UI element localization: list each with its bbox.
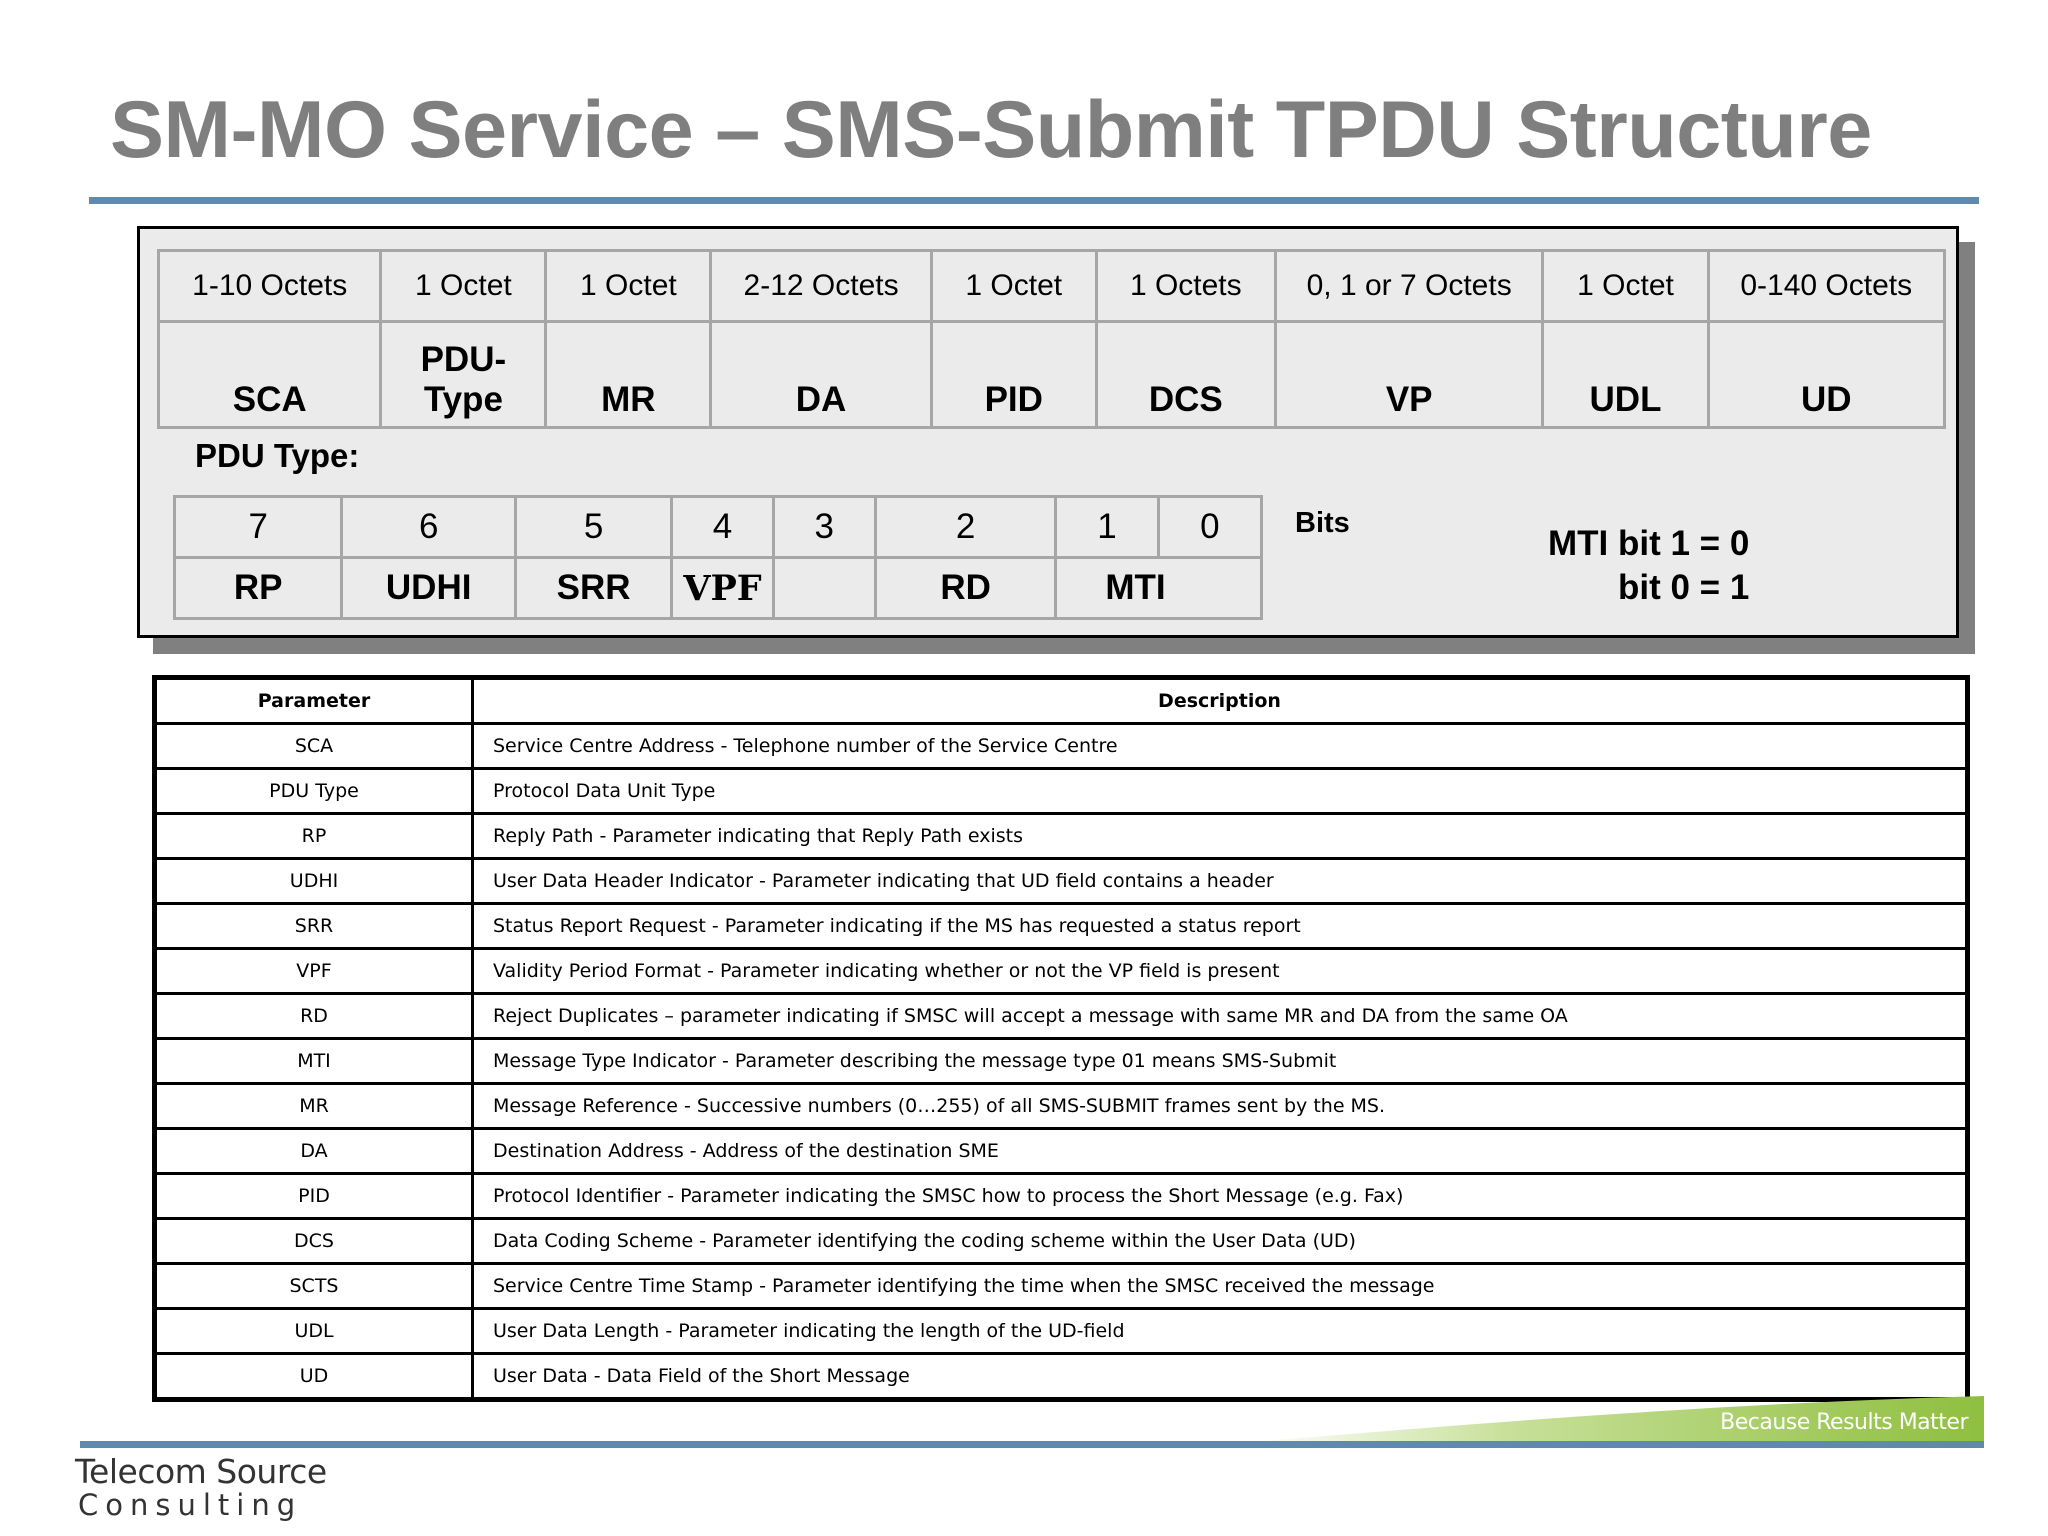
octet-cell: 1 Octet — [381, 251, 546, 322]
bit-number-cell: 3 — [773, 497, 875, 558]
bit-name-cell: RD — [875, 558, 1055, 619]
parameter-cell: MTI — [155, 1039, 473, 1084]
table-header-row — [155, 678, 1968, 724]
octet-cell: 1-10 Octets — [159, 251, 381, 322]
table-row — [155, 1084, 1968, 1129]
mti-note-line: MTI bit 1 = 0 — [1548, 524, 1750, 563]
field-name-cell: DA — [711, 322, 931, 428]
octet-cell: 1 Octet — [931, 251, 1096, 322]
description-cell: Protocol Data Unit Type — [473, 769, 1968, 814]
parameter-cell: RP — [155, 814, 473, 859]
tpdu-fields-table — [157, 249, 1946, 429]
mti-note-line: bit 0 = 1 — [1617, 567, 1750, 607]
octet-cell: 1 Octet — [1543, 251, 1708, 322]
description-cell: Reply Path - Parameter indicating that Reply Path exists — [473, 814, 1968, 859]
company-logo-line2: Consulting — [78, 1488, 303, 1522]
parameter-cell: UDL — [155, 1309, 473, 1354]
pdu-structure-box — [137, 226, 1959, 638]
column-header: Parameter — [155, 678, 473, 724]
table-row — [155, 994, 1968, 1039]
description-cell: Validity Period Format - Parameter indicating whether or not the VP field is present — [473, 949, 1968, 994]
octet-cell: 2-12 Octets — [711, 251, 931, 322]
bit-name-cell: UDHI — [342, 558, 515, 619]
table-row — [155, 949, 1968, 994]
description-cell: Message Reference - Successive numbers (0…255) of all SMS-SUBMIT frames sent by the MS. — [473, 1084, 1968, 1129]
field-name-cell: UD — [1708, 322, 1945, 428]
table-row — [155, 1309, 1968, 1354]
pdu-type-bits-table — [173, 495, 1263, 620]
parameter-cell: UDHI — [155, 859, 473, 904]
footer-divider — [80, 1441, 1984, 1448]
parameter-cell: SCA — [155, 724, 473, 769]
table-row — [155, 1174, 1968, 1219]
bit-number-cell: 1 — [1056, 497, 1158, 558]
column-header: Description — [473, 678, 1968, 724]
field-name-cell: SCA — [159, 322, 381, 428]
table-row — [155, 724, 1968, 769]
bit-number-cell: 7 — [175, 497, 342, 558]
field-name-cell: UDL — [1543, 322, 1708, 428]
parameter-description-table — [152, 675, 1970, 1402]
description-cell: Service Centre Address - Telephone number of the Service Centre — [473, 724, 1968, 769]
parameter-cell: RD — [155, 994, 473, 1039]
tagline: Because Results Matter — [1720, 1410, 1968, 1435]
parameter-cell: SRR — [155, 904, 473, 949]
table-row — [155, 904, 1968, 949]
parameter-cell: UD — [155, 1354, 473, 1400]
field-name-cell: DCS — [1096, 322, 1275, 428]
parameter-cell: VPF — [155, 949, 473, 994]
description-cell: User Data Header Indicator - Parameter indicating that UD field contains a header — [473, 859, 1968, 904]
parameter-cell: SCTS — [155, 1264, 473, 1309]
octet-cell: 0-140 Octets — [1708, 251, 1945, 322]
table-row — [155, 1039, 1968, 1084]
description-cell: Protocol Identifier - Parameter indicating the SMSC how to process the Short Message (e.g. Fax) — [473, 1174, 1968, 1219]
description-cell: Destination Address - Address of the destination SME — [473, 1129, 1968, 1174]
description-cell: Status Report Request - Parameter indicating if the MS has requested a status report — [473, 904, 1968, 949]
bit-name-cell: VPF — [672, 558, 773, 619]
bit-name-cell: RP — [175, 558, 342, 619]
title-divider — [89, 197, 1979, 204]
field-names-row — [159, 322, 1945, 428]
bit-number-cell: 6 — [342, 497, 515, 558]
bit-number-cell: 4 — [672, 497, 773, 558]
field-name-cell: PID — [931, 322, 1096, 428]
parameter-cell: PID — [155, 1174, 473, 1219]
description-cell: User Data - Data Field of the Short Message — [473, 1354, 1968, 1400]
table-row — [155, 859, 1968, 904]
bit-name-cell — [773, 558, 875, 619]
description-cell: Message Type Indicator - Parameter describing the message type 01 means SMS-Submit — [473, 1039, 1968, 1084]
bit-number-cell: 2 — [875, 497, 1055, 558]
parameter-cell: PDU Type — [155, 769, 473, 814]
bit-number-cell: 5 — [515, 497, 671, 558]
parameter-cell: DCS — [155, 1219, 473, 1264]
table-row — [155, 1264, 1968, 1309]
octet-cell: 0, 1 or 7 Octets — [1275, 251, 1543, 322]
bits-label: Bits — [1295, 507, 1350, 539]
parameter-cell: MR — [155, 1084, 473, 1129]
table-row — [155, 1129, 1968, 1174]
parameter-cell: DA — [155, 1129, 473, 1174]
bit-name-cell: SRR — [515, 558, 671, 619]
octets-row — [159, 251, 1945, 322]
description-cell: User Data Length - Parameter indicating the length of the UD-field — [473, 1309, 1968, 1354]
pdu-type-label: PDU Type: — [195, 437, 360, 474]
bit-numbers-row — [175, 497, 1262, 558]
octet-cell: 1 Octet — [546, 251, 711, 322]
field-name-cell: PDU- Type — [381, 322, 546, 428]
table-row — [155, 769, 1968, 814]
description-cell: Data Coding Scheme - Parameter identifying the coding scheme within the User Data (UD) — [473, 1219, 1968, 1264]
page-title: SM-MO Service – SMS-Submit TPDU Structure — [110, 85, 1872, 175]
mti-note — [1548, 522, 1749, 610]
description-cell: Reject Duplicates – parameter indicating if SMSC will accept a message with same MR and DA from the same OA — [473, 994, 1968, 1039]
field-name-cell: VP — [1275, 322, 1543, 428]
bit-number-cell: 0 — [1158, 497, 1261, 558]
company-logo-line1: Telecom Source — [75, 1452, 327, 1491]
field-name-cell: MR — [546, 322, 711, 428]
bit-names-row — [175, 558, 1262, 619]
table-row — [155, 1354, 1968, 1400]
octet-cell: 1 Octets — [1096, 251, 1275, 322]
bit-name-cell: MTI — [1056, 558, 1262, 619]
description-cell: Service Centre Time Stamp - Parameter identifying the time when the SMSC received the message — [473, 1264, 1968, 1309]
table-row — [155, 1219, 1968, 1264]
table-row — [155, 814, 1968, 859]
